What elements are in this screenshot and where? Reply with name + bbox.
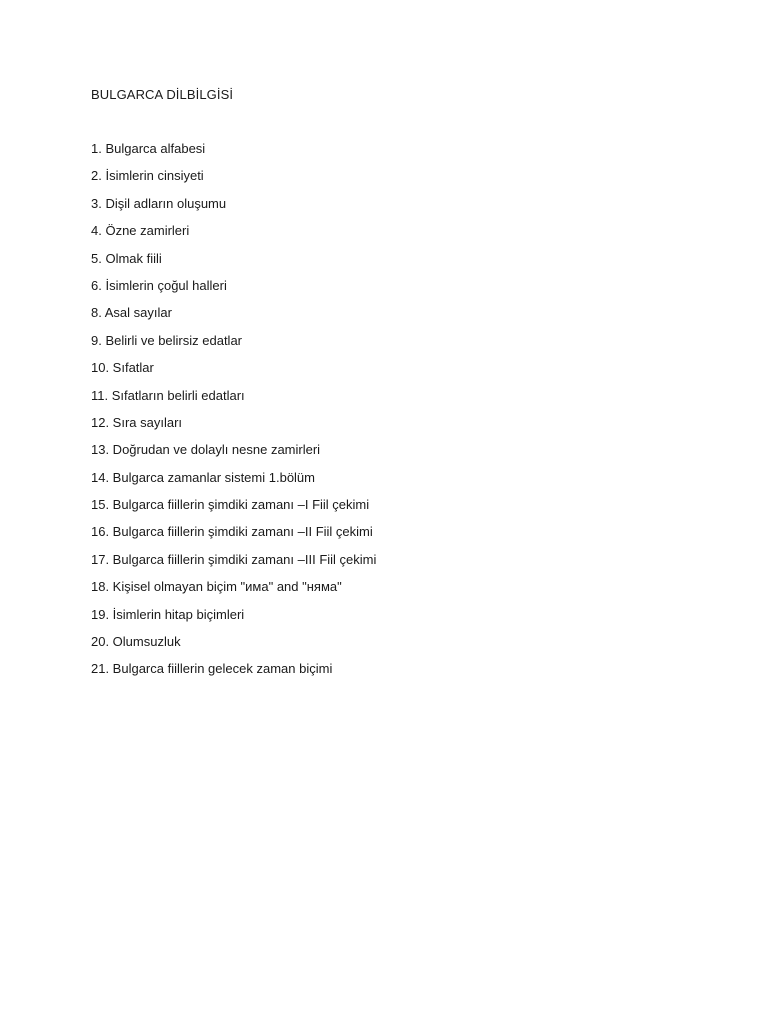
- toc-item: 8. Asal sayılar: [91, 305, 172, 321]
- toc-item: 14. Bulgarca zamanlar sistemi 1.bölüm: [91, 469, 315, 485]
- toc-item: 20. Olumsuzluk: [91, 634, 181, 650]
- toc-item: 12. Sıra sayıları: [91, 414, 183, 430]
- toc-item: 15. Bulgarca fiillerin şimdiki zamanı –I Fiil çekimi: [91, 497, 370, 513]
- toc-item: 9. Belirli ve belirsiz edatlar: [91, 332, 243, 348]
- toc-item: 13. Doğrudan ve dolaylı nesne zamirleri: [91, 442, 321, 458]
- document-title: BULGARCA DİLBİLGİSİ: [91, 87, 234, 102]
- toc-item: 6. İsimlerin çoğul halleri: [91, 277, 227, 293]
- toc-item: 3. Dişil adların oluşumu: [91, 195, 227, 211]
- toc-item: 4. Özne zamirleri: [91, 223, 190, 239]
- toc-item: 21. Bulgarca fiillerin gelecek zaman biçimi: [91, 661, 333, 677]
- table-of-contents: [91, 140, 376, 688]
- toc-item: 17. Bulgarca fiillerin şimdiki zamanı –III Fiil çekimi: [91, 551, 377, 567]
- toc-item: 19. İsimlerin hitap biçimleri: [91, 606, 245, 622]
- toc-item: 1. Bulgarca alfabesi: [91, 141, 206, 156]
- toc-item: 2. İsimlerin cinsiyeti: [91, 168, 204, 184]
- toc-item: 16. Bulgarca fiillerin şimdiki zamanı –II Fiil çekimi: [91, 524, 373, 540]
- toc-item: 10. Sıfatlar: [91, 360, 154, 376]
- toc-item: 11. Sıfatların belirli edatları: [91, 387, 245, 403]
- toc-item: 5. Olmak fiili: [91, 250, 162, 266]
- toc-item: 18. Kişisel olmayan biçim "има" and "няма": [91, 579, 342, 595]
